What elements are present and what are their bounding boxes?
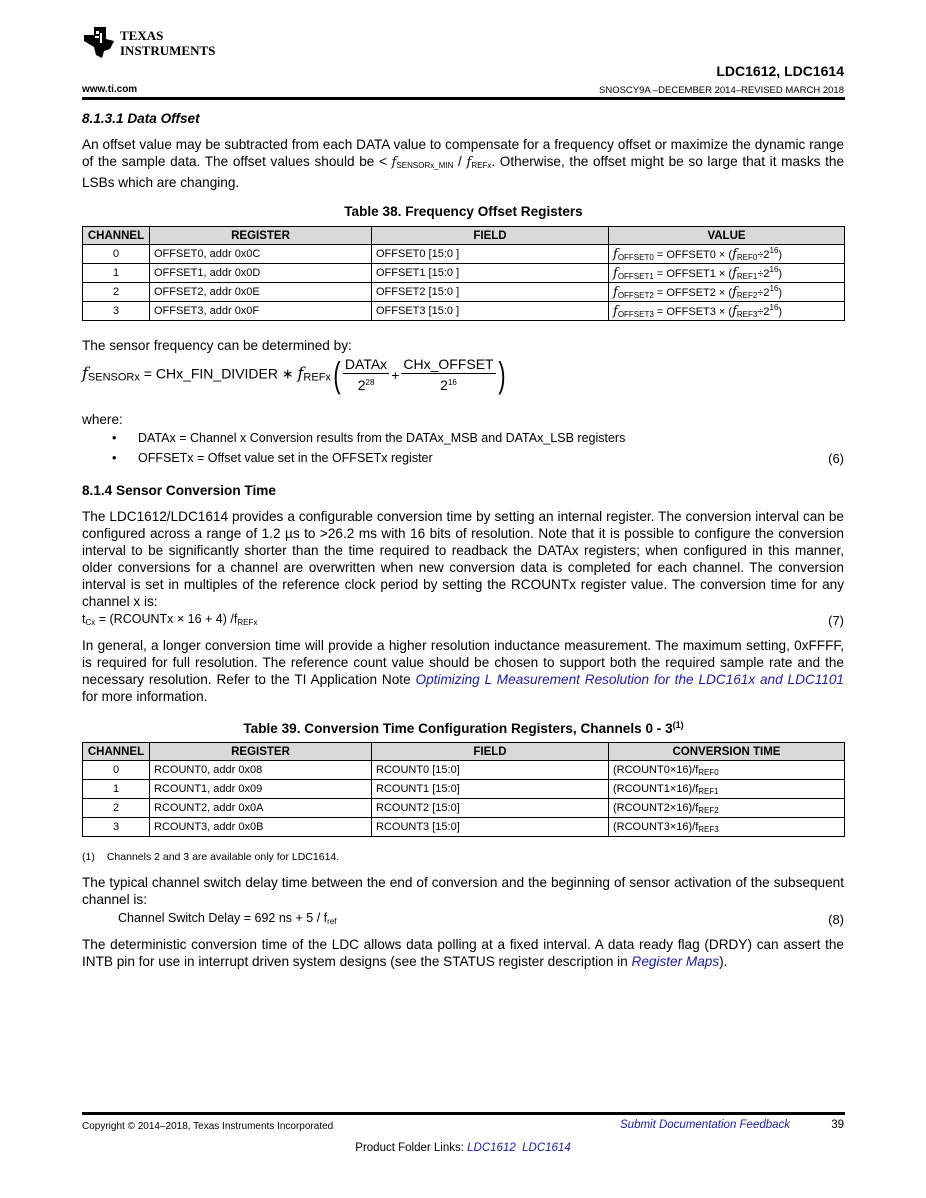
product-link-ldc1614[interactable]: LDC1614 xyxy=(522,1142,571,1154)
cell-register: RCOUNT0, addr 0x08 xyxy=(150,761,372,780)
table-row xyxy=(83,818,845,837)
drdy-paragraph: The deterministic conversion time of the LDC allows data polling at a fixed interval. A data ready flag (DRDY) can assert the INTB pin for use in interrupt driven system designs (see the STATUS register description in Register Maps). xyxy=(82,937,844,969)
col-header: VALUE xyxy=(609,227,845,245)
cell-field: RCOUNT2 [15:0] xyxy=(372,799,609,818)
table-row xyxy=(83,283,845,302)
table-row xyxy=(83,780,845,799)
col-header: CONVERSION TIME xyxy=(609,743,845,761)
table-row xyxy=(83,245,845,264)
page-number: 39 xyxy=(831,1119,844,1131)
table39-footnote: (1) Channels 2 and 3 are available only for LDC1614. xyxy=(82,851,340,863)
footer-rule xyxy=(82,1112,845,1115)
cell-channel: 2 xyxy=(83,799,150,818)
cell-field: RCOUNT1 [15:0] xyxy=(372,780,609,799)
equation-8: Channel Switch Delay = 692 ns + $5 / f_{ref}$ xyxy=(118,911,337,926)
table38 xyxy=(82,226,845,321)
equation-number: (7) xyxy=(828,613,844,628)
doc-id: SNOSCY9A –DECEMBER 2014–REVISED MARCH 2018 xyxy=(599,85,844,96)
equation-number: (6) xyxy=(828,451,844,466)
cell-channel: 3 xyxy=(83,818,150,837)
logo-line2: INSTRUMENTS xyxy=(120,43,216,58)
cell-register: OFFSET0, addr 0x0C xyxy=(150,245,372,264)
sensor-freq-equation: $f_{SENSORx}$ = CHx_FIN_DIVIDER ∗ $f_{REFx}$( $\frac{\text{DATAx}}{2^{28}}$ + $\frac{\text{CHx\_OFFSET}}{2^{16}}$ ) xyxy=(82,354,506,395)
col-header: CHANNEL xyxy=(83,743,150,761)
cell-channel: 3 xyxy=(83,302,150,321)
cell-channel: 0 xyxy=(83,761,150,780)
cell-field: OFFSET0 [15:0 ] xyxy=(372,245,609,264)
cell-conversion-time: $(RCOUNT1\times 16)/f_{REF1}$ xyxy=(609,780,845,799)
ti-logo-icon xyxy=(82,25,116,59)
sub: SENSORx_MIN xyxy=(396,161,454,170)
bullet-item: • DATAx = Channel x Conversion results from the DATAx_MSB and DATAx_LSB registers xyxy=(112,431,625,445)
cell-value: $f_{OFFSET2}$ = OFFSET2 × $(f_{REF2}\div 2^{16})$ xyxy=(609,283,845,302)
cell-field: OFFSET2 [15:0 ] xyxy=(372,283,609,302)
col-header: REGISTER xyxy=(150,227,372,245)
para-text: An offset value may be subtracted from each DATA value to compensate for a frequency offset or maximize the dynamic range of the sample data. The offset values should be < xyxy=(82,137,844,169)
table-row xyxy=(83,264,845,283)
product-folder-links: Product Folder Links: LDC1612 LDC1614 xyxy=(355,1142,571,1154)
cell-register: RCOUNT1, addr 0x09 xyxy=(150,780,372,799)
product-link-ldc1612[interactable]: LDC1612 xyxy=(467,1142,516,1154)
cell-channel: 1 xyxy=(83,264,150,283)
cell-field: OFFSET3 [15:0 ] xyxy=(372,302,609,321)
cell-value: $f_{OFFSET0}$ = OFFSET0 × $(f_{REF0}\div 2^{16})$ xyxy=(609,245,845,264)
col-header: REGISTER xyxy=(150,743,372,761)
cell-register: OFFSET2, addr 0x0E xyxy=(150,283,372,302)
cell-register: RCOUNT2, addr 0x0A xyxy=(150,799,372,818)
cell-conversion-time: $(RCOUNT0\times 16)/f_{REF0}$ xyxy=(609,761,845,780)
app-note-link[interactable]: Optimizing L Measurement Resolution for the LDC161x and LDC1101 xyxy=(415,672,844,687)
section-heading-conversion-time: 8.1.4 Sensor Conversion Time xyxy=(82,483,276,498)
cell-channel: 1 xyxy=(83,780,150,799)
header-rule xyxy=(82,97,845,100)
sensor-freq-intro: The sensor frequency can be determined by: xyxy=(82,338,352,353)
submit-feedback-link[interactable]: Submit Documentation Feedback xyxy=(620,1119,791,1131)
ti-logo xyxy=(82,25,227,61)
cell-value: $f_{OFFSET1}$ = OFFSET1 × $(f_{REF1}\div 2^{16})$ xyxy=(609,264,845,283)
cell-conversion-time: $(RCOUNT2\times 16)/f_{REF2}$ xyxy=(609,799,845,818)
slash: / xyxy=(453,154,467,169)
para-text: . Otherwise, the offset might be so large that it masks the LSBs which are changing. xyxy=(82,154,844,190)
col-header: CHANNEL xyxy=(83,227,150,245)
part-numbers: LDC1612, LDC1614 xyxy=(716,63,844,79)
cell-field: RCOUNT3 [15:0] xyxy=(372,818,609,837)
cell-field: RCOUNT0 [15:0] xyxy=(372,761,609,780)
f-symbol: f xyxy=(466,155,472,170)
cell-register: RCOUNT3, addr 0x0B xyxy=(150,818,372,837)
bullet-item: • OFFSETx = Offset value set in the OFFSETx register xyxy=(112,451,433,465)
cell-field: OFFSET1 [15:0 ] xyxy=(372,264,609,283)
table-row xyxy=(83,799,845,818)
table-header-row xyxy=(83,227,845,245)
switch-delay-paragraph: The typical channel switch delay time between the end of conversion and the beginning of sensor activation of the subsequent channel is: xyxy=(82,875,844,907)
sub: REFx xyxy=(471,161,492,170)
conversion-time-paragraph: The LDC1612/LDC1614 provides a configurable conversion time by setting an internal register. The conversion interval can be configured across a range of 1.2 µs to >26.2 ms with 16 bits of resolution. Note that it is possible to configure the conversion interval to be significantly shorter than the time required to readback the DATAx registers; when configured in this manner, older conversions for a channel are overwritten when new conversion data is completed for each channel. The conversion interval is set in multiples of the reference clock period by setting the RCOUNTx register value. The conversion time for any channel x is: xyxy=(82,509,844,609)
f-symbol: f xyxy=(391,155,397,170)
where-label: where: xyxy=(82,412,123,427)
section-heading-data-offset: 8.1.3.1 Data Offset xyxy=(82,111,200,126)
col-header: FIELD xyxy=(372,743,609,761)
cell-conversion-time: $(RCOUNT3\times 16)/f_{REF3}$ xyxy=(609,818,845,837)
cell-channel: 0 xyxy=(83,245,150,264)
cell-value: $f_{OFFSET3}$ = OFFSET3 × $(f_{REF3}\div 2^{16})$ xyxy=(609,302,845,321)
cell-register: OFFSET3, addr 0x0F xyxy=(150,302,372,321)
equation-number: (8) xyxy=(828,912,844,927)
website-link[interactable]: www.ti.com xyxy=(82,84,138,95)
cell-register: OFFSET1, addr 0x0D xyxy=(150,264,372,283)
register-maps-link[interactable]: Register Maps xyxy=(631,954,720,969)
copyright: Copyright © 2014–2018, Texas Instruments Incorporated xyxy=(82,1121,334,1132)
table-row xyxy=(83,761,845,780)
col-header: FIELD xyxy=(372,227,609,245)
resolution-paragraph: In general, a longer conversion time will provide a higher resolution inductance measurement. The maximum setting, 0xFFFF, is required for full resolution. The reference count value should be chosen to support both the required sample rate and the necessary resolution. Refer to the TI Application Note Optimizing L Measurement Resolution for the LDC161x and LDC1101 for more information. xyxy=(82,638,844,704)
table39 xyxy=(82,742,845,837)
table39-caption: Table 39. Conversion Time Configuration Registers, Channels 0 - 3$^{(1)}$ xyxy=(243,720,684,736)
equation-7: $t_{Cx}$ = (RCOUNTx × 16 + 4) $/f_{REFx}$ xyxy=(82,612,258,627)
logo-line1: TEXAS xyxy=(120,28,164,43)
table-row xyxy=(83,302,845,321)
table38-caption: Table 38. Frequency Offset Registers xyxy=(344,204,583,219)
table-header-row xyxy=(83,743,845,761)
data-offset-paragraph xyxy=(82,136,844,191)
cell-channel: 2 xyxy=(83,283,150,302)
